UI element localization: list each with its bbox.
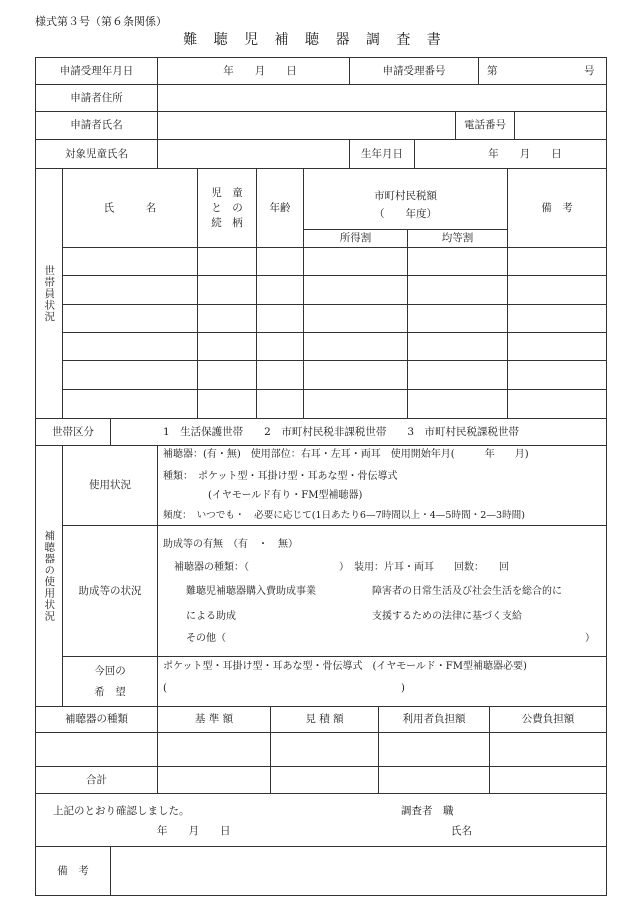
birthdate-value[interactable]: 年 月 日	[488, 147, 562, 160]
household-col-relation: 児 童 と の 続 柄	[211, 186, 243, 229]
usage-status-line1: 補聴器：(有・無) 使用部位：右耳・左耳・両耳 使用開始年月( 年 月)	[163, 449, 529, 460]
household-col-name: 氏 名	[103, 201, 157, 214]
receipt-number-label: 申請受理番号	[382, 64, 446, 77]
subsidy-line5: その他（	[186, 633, 226, 644]
remarks-label: 備 考	[57, 864, 89, 877]
usage-section-label: 補聴器の使用状況	[43, 530, 56, 622]
household-col-remarks: 備 考	[541, 201, 573, 214]
subsidy-line4a: による助成	[186, 611, 236, 622]
household-col-age: 年齢	[269, 201, 291, 214]
subsidy-line3b: 障害者の日常生活及び社会生活を総合的に	[372, 586, 562, 597]
cost-col-user-burden: 利用者負担額	[402, 713, 466, 726]
applicant-address-label: 申請者住所	[70, 91, 123, 104]
household-category-options: 1 生活保護世帯 2 市町村民税非課税世帯 3 市町村民税課税世帯	[163, 425, 520, 438]
wish-line1: ポケット型・耳掛け型・耳あな型・骨伝導式 (イヤモールド・FM型補聴器必要)	[163, 661, 527, 672]
wish-line2-end: )	[401, 683, 405, 694]
receipt-date-label: 申請受理年月日	[59, 64, 134, 77]
subsidy-line5-end: ）	[585, 633, 595, 644]
form-number: 様式第３号（第６条関係）	[35, 15, 167, 28]
phone-label: 電話番号	[464, 119, 506, 132]
household-category-label: 世帯区分	[52, 425, 94, 438]
usage-status-line2: 種類： ポケット型・耳掛け型・耳あな型・骨伝導式	[163, 471, 398, 482]
usage-status-line3: (イヤモールド有り・FM型補聴器)	[208, 490, 363, 501]
wish-label-1: 今回の	[94, 664, 126, 677]
subsidy-line4b: 支援するための法律に基づく支給	[372, 611, 522, 622]
cost-col-public-burden: 公費負担額	[521, 713, 575, 726]
household-col-income-levy: 所得割	[339, 232, 372, 245]
page-title: 難 聴 児 補 聴 器 調 査 書	[183, 32, 447, 48]
cost-col-base: 基 準 額	[194, 713, 234, 726]
household-section-label: 世帯員状況	[43, 264, 56, 323]
usage-status-label: 使用状況	[89, 479, 131, 492]
birthdate-label: 生年月日	[361, 147, 403, 160]
cost-col-estimate: 見 積 額	[305, 713, 344, 726]
subsidy-line1: 助成等の有無 （有 ・ 無）	[163, 539, 298, 550]
confirmation-text: 上記のとおり確認しました。	[53, 805, 190, 817]
subsidy-status-label: 助成等の状況	[78, 584, 142, 597]
receipt-date-value[interactable]: 年 月 日	[223, 64, 297, 77]
cost-total-label: 合計	[86, 773, 107, 786]
applicant-name-label: 申請者氏名	[70, 119, 123, 132]
household-col-tax: 市町村民税額	[374, 189, 437, 202]
household-col-tax-year: （ 年度）	[374, 207, 437, 220]
confirmation-date: 年 月 日	[157, 825, 231, 837]
child-name-label: 対象児童氏名	[65, 147, 128, 160]
inspector-name: 氏名	[451, 825, 472, 837]
wish-label-2: 希 望	[94, 685, 126, 698]
inspector-title: 調査者 職	[401, 805, 454, 817]
subsidy-line2: 補聴器の種類：（ ） 装用：片耳・両耳 回数： 回	[174, 562, 509, 573]
household-col-per-capita-levy: 均等割	[441, 232, 474, 245]
wish-line2: (	[163, 683, 167, 694]
receipt-number-suffix: 号	[584, 64, 595, 77]
cost-col-type: 補聴器の種類	[65, 713, 128, 726]
usage-status-line4: 頻度： いつでも・ 必要に応じて(1日あたり6—7時間以上・4—5時間・2—3時間)	[163, 510, 526, 521]
receipt-number-prefix: 第	[487, 64, 498, 77]
subsidy-line3a: 難聴児補聴器購入費助成事業	[186, 586, 316, 597]
